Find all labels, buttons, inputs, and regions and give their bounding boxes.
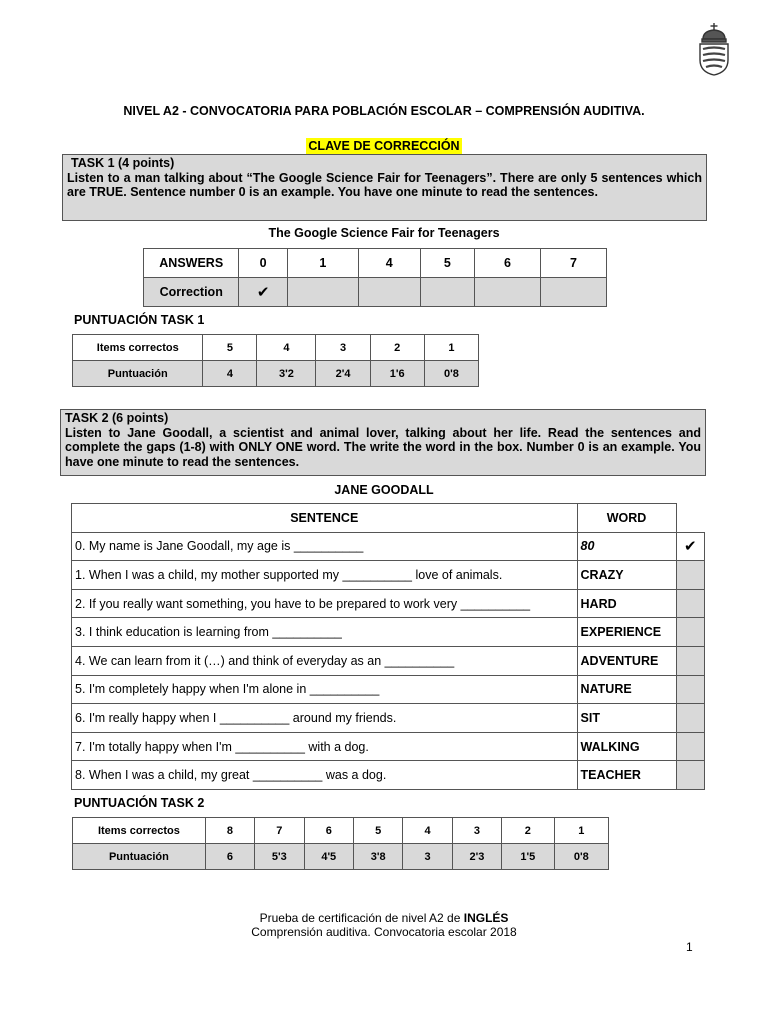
answer-key-row: [0, 137, 768, 155]
answer-cell: 6: [474, 249, 540, 278]
table-row: [72, 704, 705, 733]
table-row: [72, 646, 705, 675]
score1-items-row: [73, 335, 479, 361]
points-cell: 4'5: [304, 844, 353, 870]
items-cell: 1: [424, 335, 478, 361]
points-cell: 5'3: [255, 844, 304, 870]
check-cell[interactable]: [676, 618, 704, 647]
word-cell: 80: [577, 532, 676, 561]
word-cell: WALKING: [577, 732, 676, 761]
correction-cell[interactable]: [420, 278, 474, 307]
items-cell: 5: [203, 335, 257, 361]
items-cell: 8: [205, 818, 254, 844]
task2-instructions: Listen to Jane Goodall, a scientist and animal lover, talking about her life. Read the sentences and complete the gaps (1-8) with ONLY ONE word. The write the word in the box. Number 0 is an example. You have one minute to read the sentences.: [65, 425, 701, 469]
answer-cell: 4: [358, 249, 420, 278]
check-cell[interactable]: [676, 646, 704, 675]
table-row: [72, 618, 705, 647]
sentence-cell: 1. When I was a child, my mother supported my __________ love of animals.: [72, 561, 578, 590]
sentence-cell: 0. My name is Jane Goodall, my age is __________: [72, 532, 578, 561]
correction-cell[interactable]: [358, 278, 420, 307]
sentence-cell: 4. We can learn from it (…) and think of everyday as an __________: [72, 646, 578, 675]
items-cell: 7: [255, 818, 304, 844]
table-row: [72, 561, 705, 590]
task2-heading: TASK 2 (6 points): [65, 411, 169, 425]
correction-cell[interactable]: [474, 278, 540, 307]
sentence-header: SENTENCE: [72, 504, 578, 533]
items-label: Items correctos: [73, 335, 203, 361]
word-cell: CRAZY: [577, 561, 676, 590]
task1-heading: TASK 1 (4 points): [71, 156, 175, 170]
items-cell: 6: [304, 818, 353, 844]
points-label: Puntuación: [73, 361, 203, 387]
check-cell[interactable]: [676, 561, 704, 590]
check-cell[interactable]: [676, 761, 704, 790]
table-row: [72, 589, 705, 618]
points-cell: 3: [403, 844, 452, 870]
answer-cell: 7: [540, 249, 606, 278]
document-title: NIVEL A2 - CONVOCATORIA PARA POBLACIÓN ESCOLAR – COMPRENSIÓN AUDITIVA.: [123, 104, 645, 118]
table-row: [72, 532, 705, 561]
correction-label: Correction: [144, 278, 239, 307]
items-cell: 4: [257, 335, 316, 361]
points-cell: 2'4: [316, 361, 370, 387]
task2-table-title: JANE GOODALL: [334, 483, 434, 497]
score2-title: PUNTUACIÓN TASK 2: [74, 796, 205, 810]
footer-line-1: [0, 911, 768, 925]
sentence-cell: 8. When I was a child, my great __________ was a dog.: [72, 761, 578, 790]
sentence-cell: 2. If you really want something, you have to be prepared to work very __________: [72, 589, 578, 618]
score2-points-row: [73, 844, 609, 870]
task1-answers-table: [143, 248, 607, 307]
task1-table-title: The Google Science Fair for Teenagers: [268, 226, 500, 240]
task2-sentences-table: [71, 503, 705, 790]
check-mark-icon: ✔: [676, 532, 704, 561]
check-cell[interactable]: [676, 732, 704, 761]
word-cell: HARD: [577, 589, 676, 618]
footer: [0, 911, 768, 939]
check-mark-icon: ✔: [239, 278, 287, 307]
coat-of-arms-icon: [694, 22, 734, 76]
items-cell: 3: [316, 335, 370, 361]
points-cell: 6: [205, 844, 254, 870]
items-cell: 2: [370, 335, 424, 361]
items-cell: 4: [403, 818, 452, 844]
footer-line-1-text: Prueba de certificación de nivel A2 de: [259, 911, 464, 925]
score2-table: [72, 817, 609, 870]
word-cell: ADVENTURE: [577, 646, 676, 675]
word-cell: SIT: [577, 704, 676, 733]
items-label: Items correctos: [73, 818, 206, 844]
table-header-row: [72, 504, 705, 533]
word-header: WORD: [577, 504, 676, 533]
answer-cell: 5: [420, 249, 474, 278]
footer-language: INGLÉS: [463, 911, 509, 925]
correction-cell[interactable]: [540, 278, 606, 307]
table-row: [72, 732, 705, 761]
score1-title: PUNTUACIÓN TASK 1: [74, 313, 205, 327]
sentence-cell: 6. I'm really happy when I __________ around my friends.: [72, 704, 578, 733]
footer-line-2: Comprensión auditiva. Convocatoria escolar 2018: [251, 925, 517, 939]
points-cell: 3'8: [353, 844, 402, 870]
items-cell: 1: [554, 818, 608, 844]
points-cell: 1'6: [370, 361, 424, 387]
points-cell: 0'8: [424, 361, 478, 387]
answers-row: [144, 249, 607, 278]
table-row: [72, 761, 705, 790]
word-cell: NATURE: [577, 675, 676, 704]
items-cell: 5: [353, 818, 402, 844]
answers-label: ANSWERS: [144, 249, 239, 278]
points-cell: 3'2: [257, 361, 316, 387]
task1-instructions-box: [62, 154, 707, 221]
correction-row: [144, 278, 607, 307]
page-number: 1: [686, 940, 693, 954]
sentence-cell: 5. I'm completely happy when I'm alone in __________: [72, 675, 578, 704]
points-cell: 1'5: [502, 844, 554, 870]
score1-table: [72, 334, 479, 387]
task1-instructions: Listen to a man talking about “The Google Science Fair for Teenagers”. There are only 5 sentences which are TRUE. Sentence number 0 is an example. You have one minute to read the sentences.: [67, 170, 702, 199]
points-label: Puntuación: [73, 844, 206, 870]
points-cell: 2'3: [452, 844, 501, 870]
answer-key-label: CLAVE DE CORRECCIÓN: [308, 139, 460, 153]
items-cell: 2: [502, 818, 554, 844]
table-row: [72, 675, 705, 704]
check-cell[interactable]: [676, 589, 704, 618]
answer-cell: 1: [287, 249, 358, 278]
score2-items-row: [73, 818, 609, 844]
check-cell[interactable]: [676, 675, 704, 704]
points-cell: 0'8: [554, 844, 608, 870]
word-cell: TEACHER: [577, 761, 676, 790]
task2-instructions-box: [60, 409, 706, 476]
sentence-cell: 3. I think education is learning from __________: [72, 618, 578, 647]
correction-cell[interactable]: [287, 278, 358, 307]
check-cell[interactable]: [676, 704, 704, 733]
answer-cell: 0: [239, 249, 287, 278]
items-cell: 3: [452, 818, 501, 844]
score1-points-row: [73, 361, 479, 387]
word-cell: EXPERIENCE: [577, 618, 676, 647]
points-cell: 4: [203, 361, 257, 387]
sentence-cell: 7. I'm totally happy when I'm __________ with a dog.: [72, 732, 578, 761]
check-header: [676, 504, 704, 533]
